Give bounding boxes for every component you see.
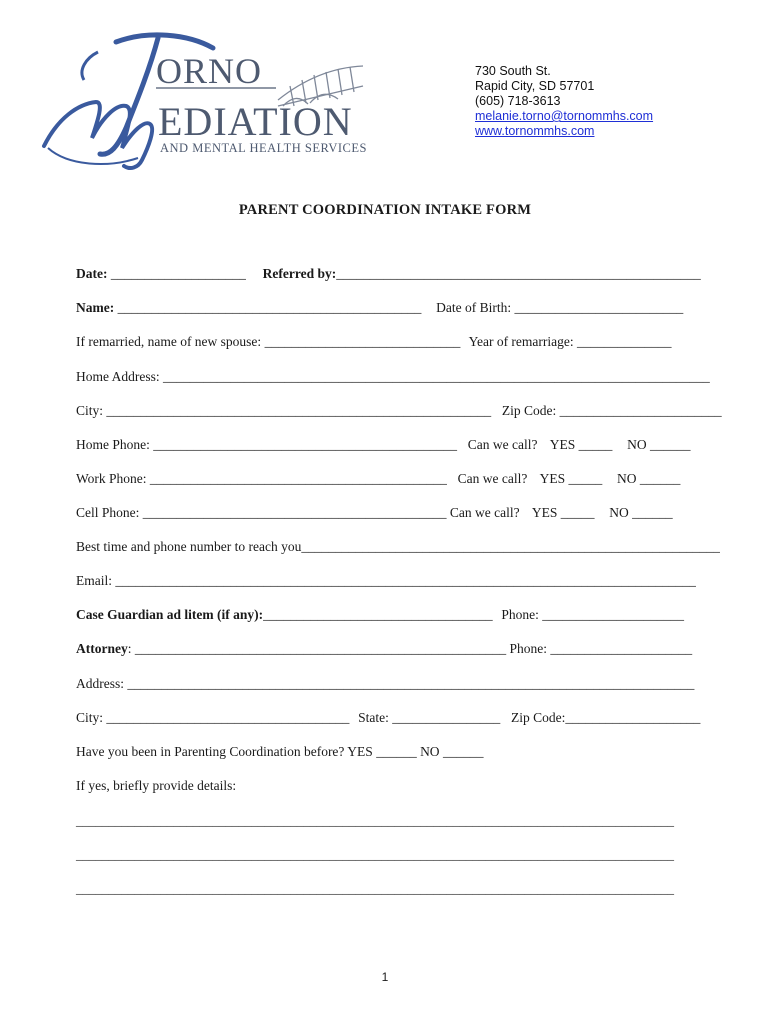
- zip2-field[interactable]: ____________________: [565, 710, 701, 725]
- can-call-label: Can we call?: [449, 505, 520, 520]
- work-phone-field[interactable]: ____________________________________________: [149, 471, 447, 486]
- cell-phone-label: Cell Phone:: [76, 505, 140, 520]
- details-field-1[interactable]: ____________________________________________________________________________________________: [76, 813, 674, 828]
- referred-by-field[interactable]: ______________________________________________________: [336, 266, 701, 281]
- attorney-phone-label: Phone:: [509, 641, 548, 656]
- address-line-2: Rapid City, SD 57701: [475, 79, 595, 93]
- date-label: Date:: [76, 266, 108, 281]
- logo-word-orno: ORNO: [156, 51, 263, 91]
- address-field[interactable]: ____________________________________________________________________________________: [127, 676, 695, 691]
- home-phone-no-field[interactable]: ______: [649, 437, 691, 452]
- best-time-row: [76, 539, 720, 555]
- torno-mediation-logo: [38, 28, 368, 178]
- yes-label: YES: [531, 505, 558, 520]
- form-title: PARENT COORDINATION INTAKE FORM: [238, 202, 532, 218]
- website-link[interactable]: www.tornommhs.com: [475, 124, 595, 138]
- date-referred-row: [76, 266, 701, 282]
- city-state-zip-row: [76, 710, 700, 726]
- cell-phone-yes-field[interactable]: _____: [560, 505, 595, 520]
- work-phone-no-field[interactable]: ______: [639, 471, 681, 486]
- details-line: [76, 881, 674, 897]
- guardian-ad-litem-field[interactable]: __________________________________: [263, 607, 493, 622]
- city2-field[interactable]: ____________________________________: [106, 710, 350, 725]
- pc-before-row: [76, 744, 483, 760]
- details-field-3[interactable]: ____________________________________________________________________________________________: [76, 881, 674, 896]
- name-label: Name:: [76, 300, 115, 315]
- zip-label: Zip Code:: [501, 403, 557, 418]
- details-row: [76, 778, 236, 794]
- can-call-label: Can we call?: [457, 471, 528, 486]
- best-time-field[interactable]: ______________________________________________________________: [301, 539, 720, 554]
- zip-field[interactable]: ________________________: [559, 403, 722, 418]
- guardian-ad-litem-label: Case Guardian ad litem (if any):: [76, 607, 264, 622]
- pc-before-label: Have you been in Parenting Coordination before?: [76, 744, 345, 759]
- details-field-2[interactable]: ____________________________________________________________________________________________: [76, 847, 674, 862]
- can-call-label: Can we call?: [467, 437, 538, 452]
- home-phone-label: Home Phone:: [76, 437, 150, 452]
- work-phone-label: Work Phone:: [76, 471, 147, 486]
- spouse-label: If remarried, name of new spouse:: [76, 334, 262, 349]
- yes-label: YES: [549, 437, 576, 452]
- best-time-label: Best time and phone number to reach you: [76, 539, 302, 554]
- no-label: NO: [609, 505, 629, 520]
- home-phone-field[interactable]: _____________________________________________: [153, 437, 457, 452]
- home-phone-yes-field[interactable]: _____: [578, 437, 613, 452]
- details-line: [76, 847, 674, 863]
- cell-phone-no-field[interactable]: ______: [632, 505, 673, 520]
- page-number: 1: [381, 970, 389, 984]
- email-link[interactable]: melanie.torno@tornommhs.com: [475, 109, 654, 123]
- name-field[interactable]: _____________________________________________: [117, 300, 422, 315]
- logo-tagline: AND MENTAL HEALTH SERVICES: [160, 141, 367, 155]
- details-line: [76, 813, 674, 829]
- remarriage-row: [76, 334, 672, 350]
- home-address-field[interactable]: _________________________________________________________________________________: [163, 369, 710, 384]
- phone-number: (605) 718-3613: [475, 94, 561, 108]
- referred-by-label: Referred by:: [262, 266, 337, 281]
- home-phone-row: [76, 437, 690, 453]
- dob-field[interactable]: _________________________: [514, 300, 684, 315]
- address-label: Address:: [76, 676, 124, 691]
- city-label: City:: [76, 403, 104, 418]
- remarriage-year-label: Year of remarriage:: [468, 334, 574, 349]
- contact-block: [475, 64, 653, 139]
- pc-yes-field[interactable]: ______: [376, 744, 417, 759]
- guardian-phone-field[interactable]: _____________________: [542, 607, 685, 622]
- email-row: [76, 573, 696, 589]
- dob-label: Date of Birth:: [436, 300, 512, 315]
- pc-no-label: NO: [420, 744, 440, 759]
- no-label: NO: [627, 437, 647, 452]
- name-dob-row: [76, 300, 683, 316]
- date-field[interactable]: ____________________: [110, 266, 246, 281]
- no-label: NO: [617, 471, 637, 486]
- yes-label: YES: [539, 471, 566, 486]
- pc-yes-label: YES: [347, 744, 373, 759]
- city-zip-row: [76, 403, 722, 419]
- guardian-phone-label: Phone:: [501, 607, 539, 622]
- state-field[interactable]: ________________: [392, 710, 501, 725]
- attorney-field[interactable]: _______________________________________________________: [134, 641, 507, 656]
- cell-phone-row: [76, 505, 673, 521]
- work-phone-yes-field[interactable]: _____: [568, 471, 603, 486]
- logo-word-ediation: EDIATION: [158, 99, 353, 144]
- email-label: Email:: [76, 573, 112, 588]
- city-field[interactable]: _________________________________________________________: [106, 403, 492, 418]
- cell-phone-field[interactable]: _____________________________________________: [142, 505, 447, 520]
- attorney-row: Attorney: _______________________________________________________ Phone: _____________________: [76, 641, 693, 656]
- home-address-label: Home Address:: [76, 369, 160, 384]
- email-field[interactable]: ______________________________________________________________________________________: [115, 573, 696, 588]
- pc-no-field[interactable]: ______: [442, 744, 484, 759]
- remarriage-year-field[interactable]: ______________: [577, 334, 672, 349]
- home-address-row: [76, 369, 710, 385]
- state-label: State:: [358, 710, 389, 725]
- attorney-phone-field[interactable]: _____________________: [550, 641, 693, 656]
- attorney-label: Attorney: [76, 641, 128, 656]
- details-label: If yes, briefly provide details:: [76, 778, 237, 793]
- city2-label: City:: [76, 710, 104, 725]
- spouse-field[interactable]: _____________________________: [264, 334, 461, 349]
- guardian-ad-litem-row: [76, 607, 684, 623]
- attorney-address-row: [76, 676, 694, 692]
- address-line-1: 730 South St.: [475, 64, 551, 78]
- work-phone-row: [76, 471, 680, 487]
- zip2-label: Zip Code:: [511, 710, 566, 725]
